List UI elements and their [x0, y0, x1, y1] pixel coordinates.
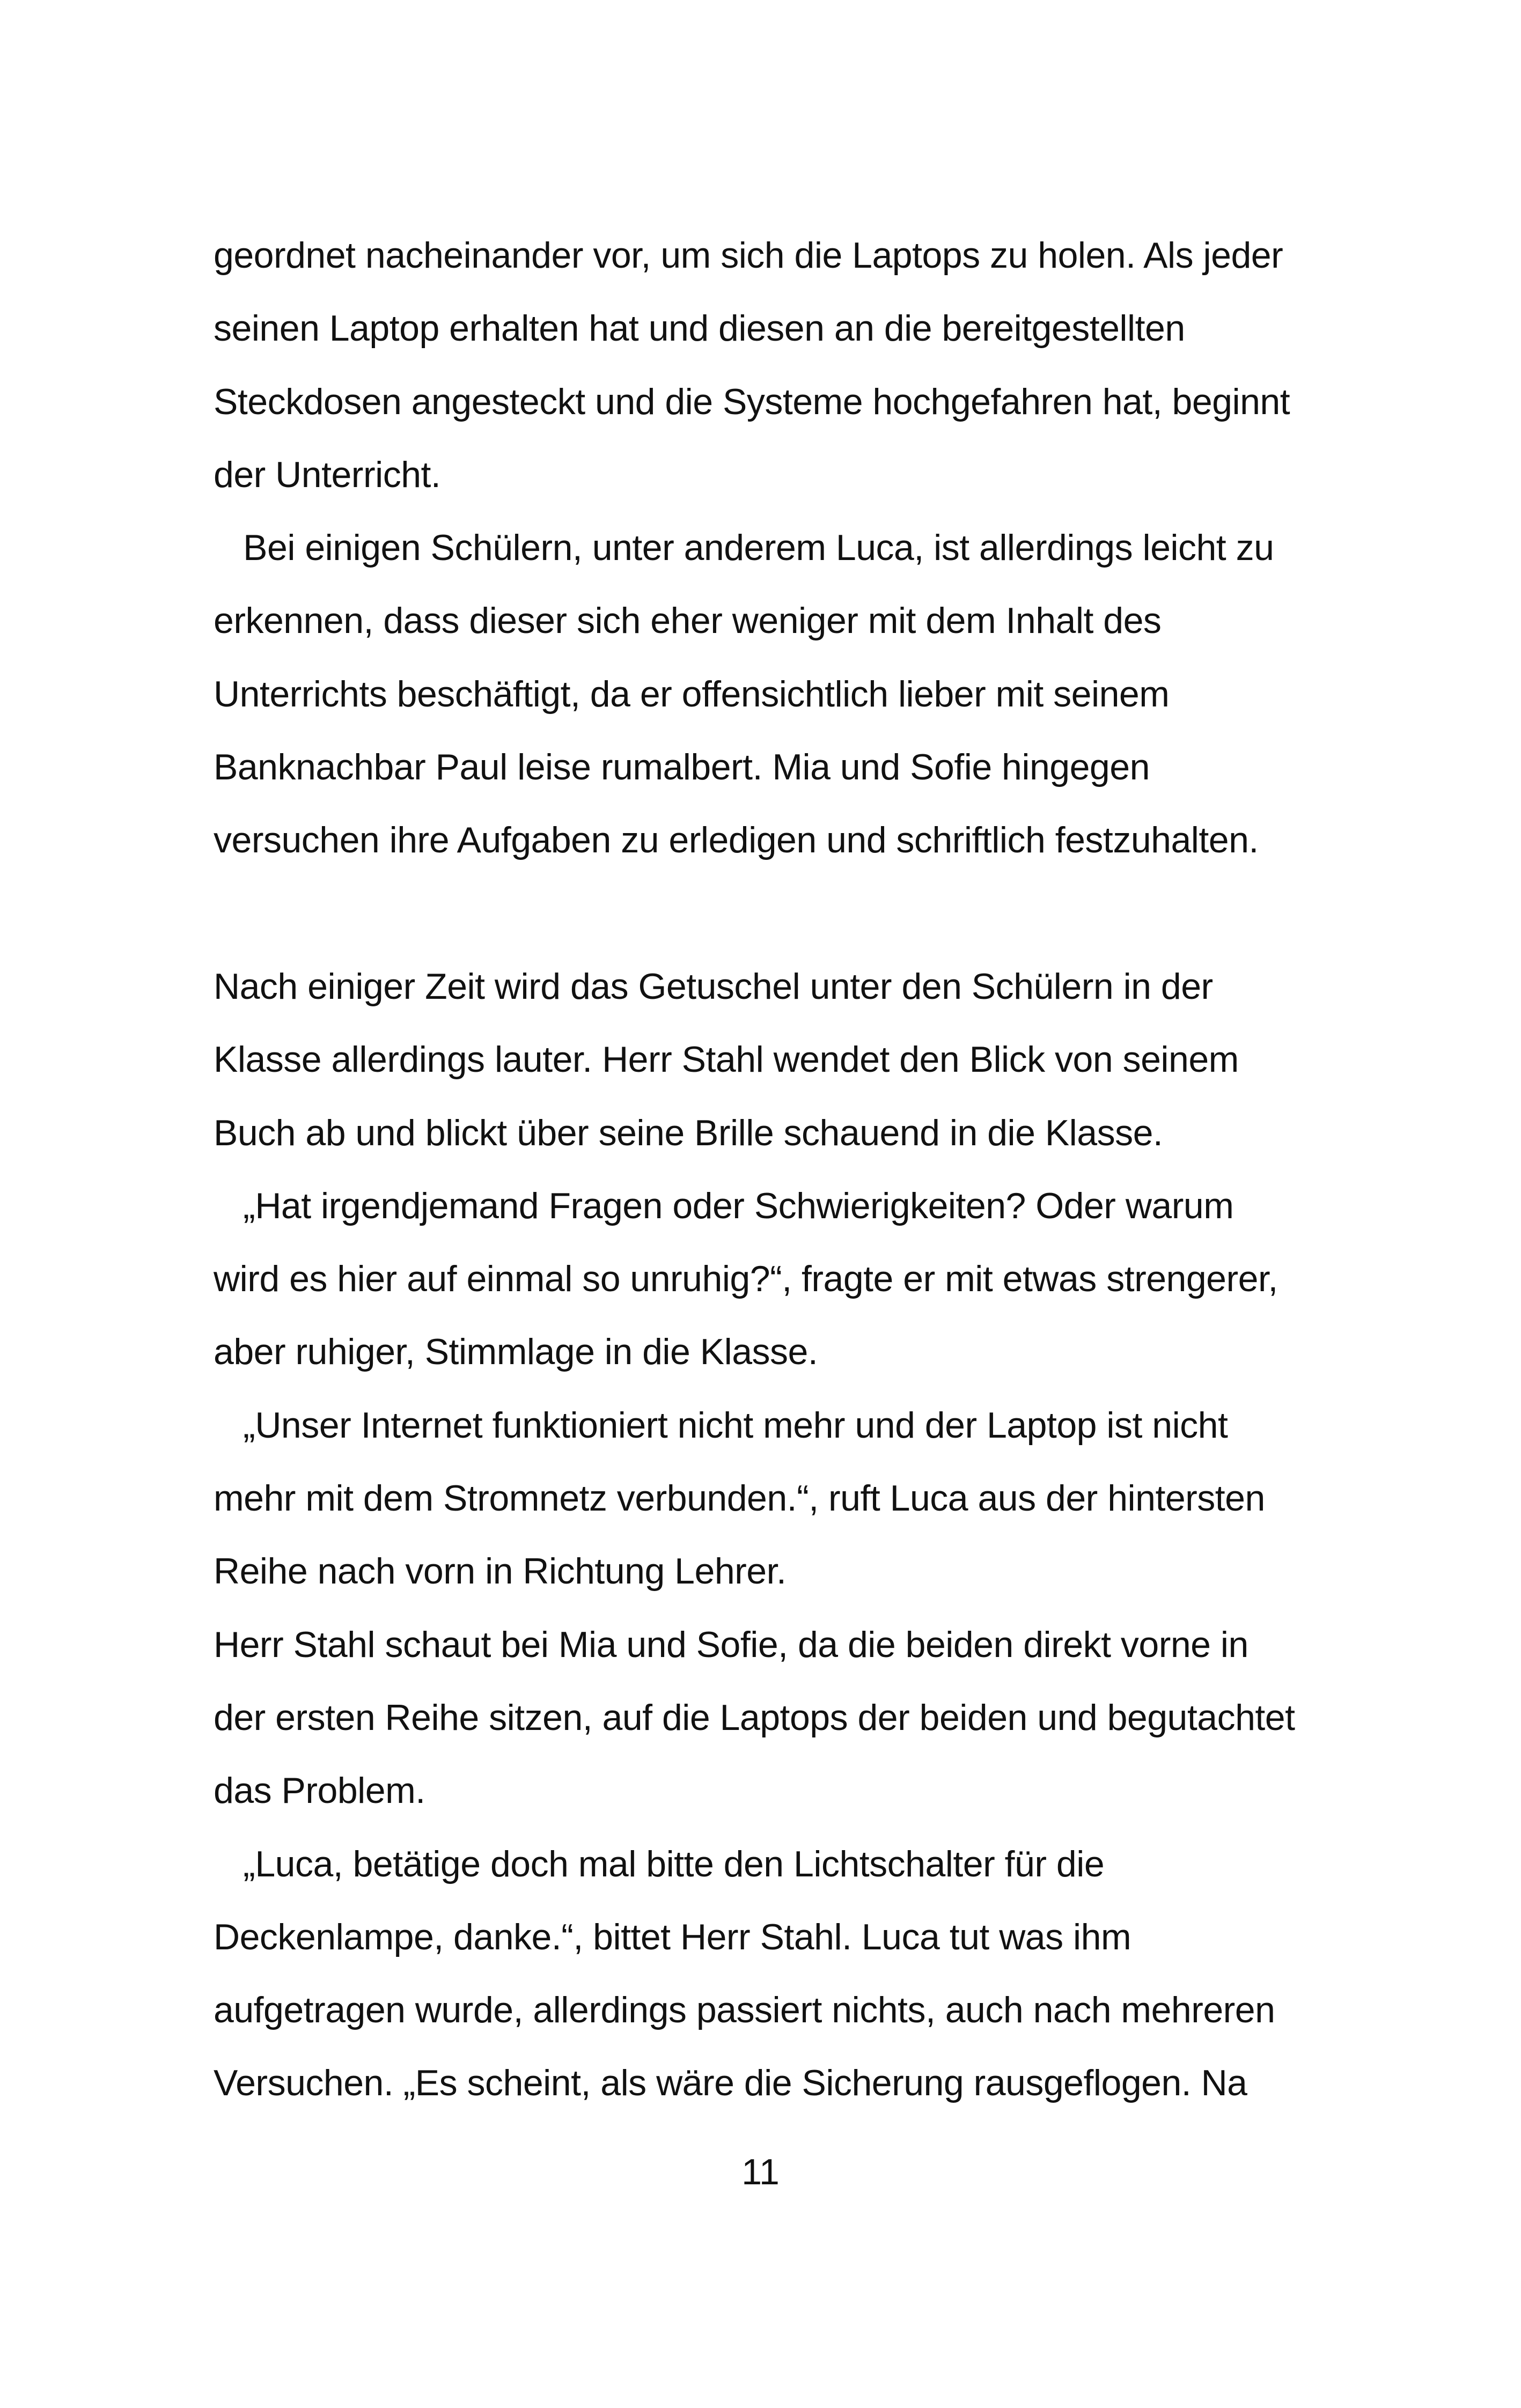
text-line: Klasse allerdings lauter. Herr Stahl wendet den Blick von seinem	[214, 1039, 1239, 1080]
text-line: Nach einiger Zeit wird das Getuschel unter den Schülern in der	[214, 966, 1213, 1007]
text-line: geordnet nacheinander vor, um sich die Laptops zu holen. Als jeder	[214, 235, 1283, 276]
text-line: versuchen ihre Aufgaben zu erledigen und schriftlich festzuhalten.	[214, 820, 1259, 861]
page-number: 11	[741, 2152, 780, 2192]
text-line: Unterrichts beschäftigt, da er offensichtlich lieber mit seinem	[214, 673, 1170, 715]
text-line: aber ruhiger, Stimmlage in die Klasse.	[214, 1331, 818, 1373]
text-line: Reihe nach vorn in Richtung Lehrer.	[214, 1551, 787, 1592]
text-line: Herr Stahl schaut bei Mia und Sofie, da die beiden direkt vorne in	[214, 1624, 1248, 1665]
text-line: Deckenlampe, danke.“, bittet Herr Stahl. Luca tut was ihm	[214, 1916, 1131, 1957]
text-line: „Unser Internet funktioniert nicht mehr und der Laptop ist nicht	[214, 1404, 1228, 1446]
text-line: mehr mit dem Stromnetz verbunden.“, ruft Luca aus der hintersten	[214, 1478, 1265, 1519]
text-line: seinen Laptop erhalten hat und diesen an die bereitgestellten	[214, 308, 1185, 349]
text-line: Versuchen. „Es scheint, als wäre die Sicherung rausgeflogen. Na	[214, 2063, 1247, 2104]
text-line: Bei einigen Schülern, unter anderem Luca, ist allerdings leicht zu	[214, 527, 1274, 569]
text-line: Steckdosen angesteckt und die Systeme hochgefahren hat, beginnt	[214, 381, 1290, 422]
text-line: das Problem.	[214, 1770, 425, 1811]
text-line: wird es hier auf einmal so unruhig?“, fragte er mit etwas strengerer,	[214, 1258, 1278, 1300]
text-line: aufgetragen wurde, allerdings passiert nichts, auch nach mehreren	[214, 1990, 1275, 2031]
text-line: „Hat irgendjemand Fragen oder Schwierigkeiten? Oder warum	[214, 1185, 1234, 1226]
text-line: erkennen, dass dieser sich eher weniger mit dem Inhalt des	[214, 600, 1162, 642]
text-line: Buch ab und blickt über seine Brille schauend in die Klasse.	[214, 1112, 1163, 1153]
text-line: der ersten Reihe sitzen, auf die Laptops der beiden und begutachtet	[214, 1697, 1295, 1738]
body-text	[214, 219, 1329, 2120]
paragraph-gap	[214, 877, 1329, 950]
text-line: Banknachbar Paul leise rumalbert. Mia und Sofie hingegen	[214, 747, 1150, 788]
text-line: „Luca, betätige doch mal bitte den Lichtschalter für die	[214, 1843, 1105, 1884]
text-line: der Unterricht.	[214, 454, 441, 495]
